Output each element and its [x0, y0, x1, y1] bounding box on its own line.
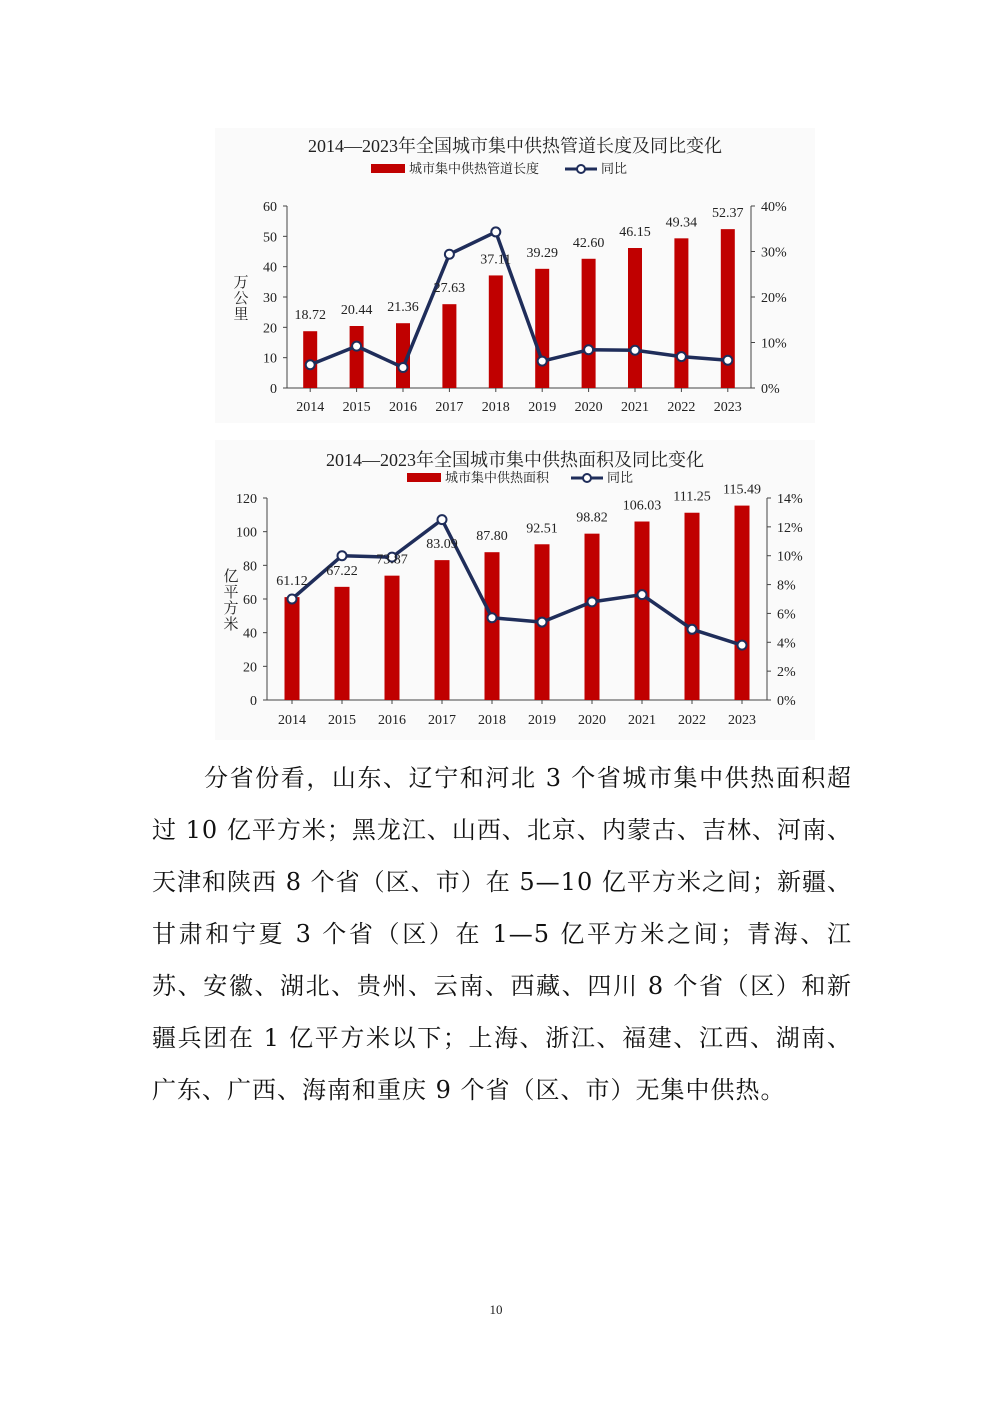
bar — [735, 506, 750, 700]
yoy-point — [738, 641, 747, 650]
y-tick-label-right: 20% — [761, 291, 787, 306]
legend-bar-label: 城市集中供热面积 — [445, 470, 550, 485]
yoy-point — [399, 363, 408, 372]
y-axis-label-char: 方 — [223, 601, 239, 617]
yoy-point — [588, 597, 597, 606]
x-tick-label: 2015 — [328, 713, 356, 728]
y-tick-label-right: 10% — [761, 336, 787, 352]
x-tick-label: 2014 — [296, 400, 325, 415]
bar-data-label: 115.49 — [723, 482, 761, 498]
bar — [285, 597, 300, 700]
body-text — [152, 752, 852, 1116]
y-tick-label-right: 0% — [777, 694, 796, 709]
bar-data-label: 42.60 — [572, 235, 605, 251]
y-tick-label-left: 50 — [263, 230, 277, 246]
bar — [535, 269, 549, 388]
yoy-point — [638, 590, 647, 599]
y-tick-label-left: 20 — [243, 660, 257, 676]
x-tick-label: 2021 — [628, 713, 656, 728]
x-tick-label: 2017 — [428, 713, 456, 728]
bar-data-label: 46.15 — [619, 225, 651, 241]
y-axis-label-char: 万 — [233, 275, 249, 291]
bar-data-label: 61.12 — [276, 574, 308, 590]
yoy-line — [310, 232, 728, 368]
y-tick-label-left: 80 — [243, 559, 257, 575]
legend-line-marker — [583, 474, 591, 482]
y-tick-label-right: 6% — [777, 607, 796, 623]
y-tick-label-left: 10 — [263, 351, 277, 367]
x-tick-label: 2020 — [574, 400, 603, 415]
bar — [489, 275, 503, 388]
y-tick-label-left: 120 — [236, 492, 257, 507]
yoy-point — [288, 595, 297, 604]
bar-data-label: 98.82 — [576, 510, 608, 526]
bar-data-label: 52.37 — [712, 206, 744, 222]
yoy-point — [538, 618, 547, 627]
bar — [585, 534, 600, 700]
x-tick-label: 2016 — [389, 400, 417, 415]
bar-data-label: 83.09 — [426, 537, 458, 553]
y-tick-label-left: 30 — [263, 291, 277, 306]
y-axis-label-char: 亿 — [223, 569, 239, 585]
y-tick-label-right: 14% — [777, 492, 803, 507]
x-tick-label: 2016 — [378, 713, 406, 728]
y-axis-label-char: 米 — [223, 617, 239, 633]
bar — [442, 304, 456, 388]
x-tick-label: 2022 — [667, 400, 696, 415]
pipeline-length-chart — [215, 128, 815, 423]
y-tick-label-right: 8% — [777, 578, 796, 594]
yoy-point — [338, 551, 347, 560]
y-axis-label-char: 平 — [223, 585, 239, 601]
x-tick-label: 2015 — [342, 400, 371, 415]
bar-data-label: 92.51 — [526, 521, 558, 537]
yoy-point — [488, 613, 497, 622]
y-tick-label-left: 20 — [263, 321, 277, 337]
legend-bar-swatch — [407, 473, 441, 482]
y-axis-label-char: 公 — [233, 291, 249, 307]
bar-data-label: 18.72 — [294, 308, 326, 324]
x-tick-label: 2023 — [713, 400, 742, 415]
chart-title: 2014—2023年全国城市集中供热管道长度及同比变化 — [308, 136, 722, 156]
yoy-point — [438, 515, 447, 524]
yoy-point — [445, 250, 454, 259]
legend-line-label: 同比 — [607, 470, 634, 485]
bar — [385, 576, 400, 700]
y-tick-label-left: 40 — [263, 260, 277, 276]
bar-data-label: 111.25 — [673, 489, 711, 505]
bar — [685, 513, 700, 700]
bar — [350, 326, 364, 388]
bar — [335, 587, 350, 700]
bar — [435, 560, 450, 700]
y-axis-label-char: 里 — [233, 307, 249, 323]
x-tick-label: 2019 — [528, 400, 557, 415]
heating-area-chart — [215, 440, 815, 740]
body-paragraph: 分省份看，山东、辽宁和河北 3 个省城市集中供热面积超过 10 亿平方米；黑龙江、山西、北京、内蒙古、吉林、河南、天津和陕西 8 个省（区、市）在 5—10 亿平方米之间；新疆、甘肃和宁夏 3 个省（区）在 1—5 亿平方米之间；青海、江苏、安徽、湖北、贵州、云南、西藏、四川 8 个省（区）和新疆兵团在 1 亿平方米以下；上海、浙江、福建、江西、湖南、广东、广西、海南和重庆 9 个省（区、市）无集中供热。 — [152, 764, 852, 1104]
yoy-point — [584, 345, 593, 354]
bar — [582, 259, 596, 388]
bar-data-label: 49.34 — [665, 215, 698, 231]
bar-data-label: 39.29 — [526, 245, 558, 261]
yoy-point — [352, 342, 361, 351]
y-tick-label-right: 0% — [761, 382, 780, 397]
y-tick-label-left: 0 — [270, 382, 277, 397]
y-tick-label-right: 30% — [761, 245, 787, 261]
y-tick-label-left: 60 — [263, 200, 277, 215]
yoy-point — [491, 227, 500, 236]
x-tick-label: 2014 — [278, 713, 306, 728]
chart-title: 2014—2023年全国城市集中供热面积及同比变化 — [326, 450, 704, 470]
bar — [674, 238, 688, 388]
bar-data-label: 27.63 — [433, 281, 466, 297]
x-tick-label: 2021 — [621, 400, 649, 415]
bar-data-label: 37.11 — [480, 252, 512, 268]
bar-data-label: 21.36 — [387, 300, 419, 316]
yoy-point — [631, 346, 640, 355]
legend-bar-swatch — [371, 164, 405, 173]
x-tick-label: 2018 — [478, 713, 506, 728]
y-tick-label-right: 4% — [777, 636, 796, 652]
y-tick-label-right: 40% — [761, 200, 787, 215]
x-tick-label: 2019 — [528, 713, 556, 728]
x-tick-label: 2020 — [578, 713, 606, 728]
legend-bar-label: 城市集中供热管道长度 — [409, 161, 540, 176]
yoy-point — [538, 357, 547, 366]
heating-area-chart-svg — [215, 440, 815, 740]
bar — [635, 522, 650, 700]
yoy-point — [306, 360, 315, 369]
y-tick-label-right: 10% — [777, 549, 803, 565]
x-tick-label: 2018 — [481, 400, 510, 415]
yoy-line — [292, 520, 742, 646]
x-tick-label: 2022 — [678, 713, 706, 728]
yoy-point — [677, 352, 686, 361]
yoy-point — [723, 356, 732, 365]
y-tick-label-left: 40 — [243, 626, 257, 642]
bar — [485, 552, 500, 700]
x-tick-label: 2017 — [435, 400, 464, 415]
y-tick-label-left: 60 — [243, 593, 257, 608]
y-tick-label-right: 12% — [777, 520, 803, 536]
bar — [628, 248, 642, 388]
bar-data-label: 87.80 — [476, 529, 508, 545]
y-tick-label-left: 0 — [250, 694, 257, 709]
y-tick-label-right: 2% — [777, 665, 796, 681]
bar-data-label: 67.22 — [326, 563, 358, 579]
y-tick-label-left: 100 — [236, 525, 257, 541]
page-number: 10 — [489, 1302, 503, 1317]
bar-data-label: 73.87 — [376, 552, 408, 568]
pipeline-length-chart-svg — [215, 128, 815, 423]
x-tick-label: 2023 — [728, 713, 756, 728]
yoy-point — [688, 625, 697, 634]
bar-data-label: 106.03 — [622, 498, 662, 514]
legend-line-marker — [577, 165, 585, 173]
bar-data-label: 20.44 — [340, 302, 373, 318]
legend-line-label: 同比 — [601, 161, 628, 176]
